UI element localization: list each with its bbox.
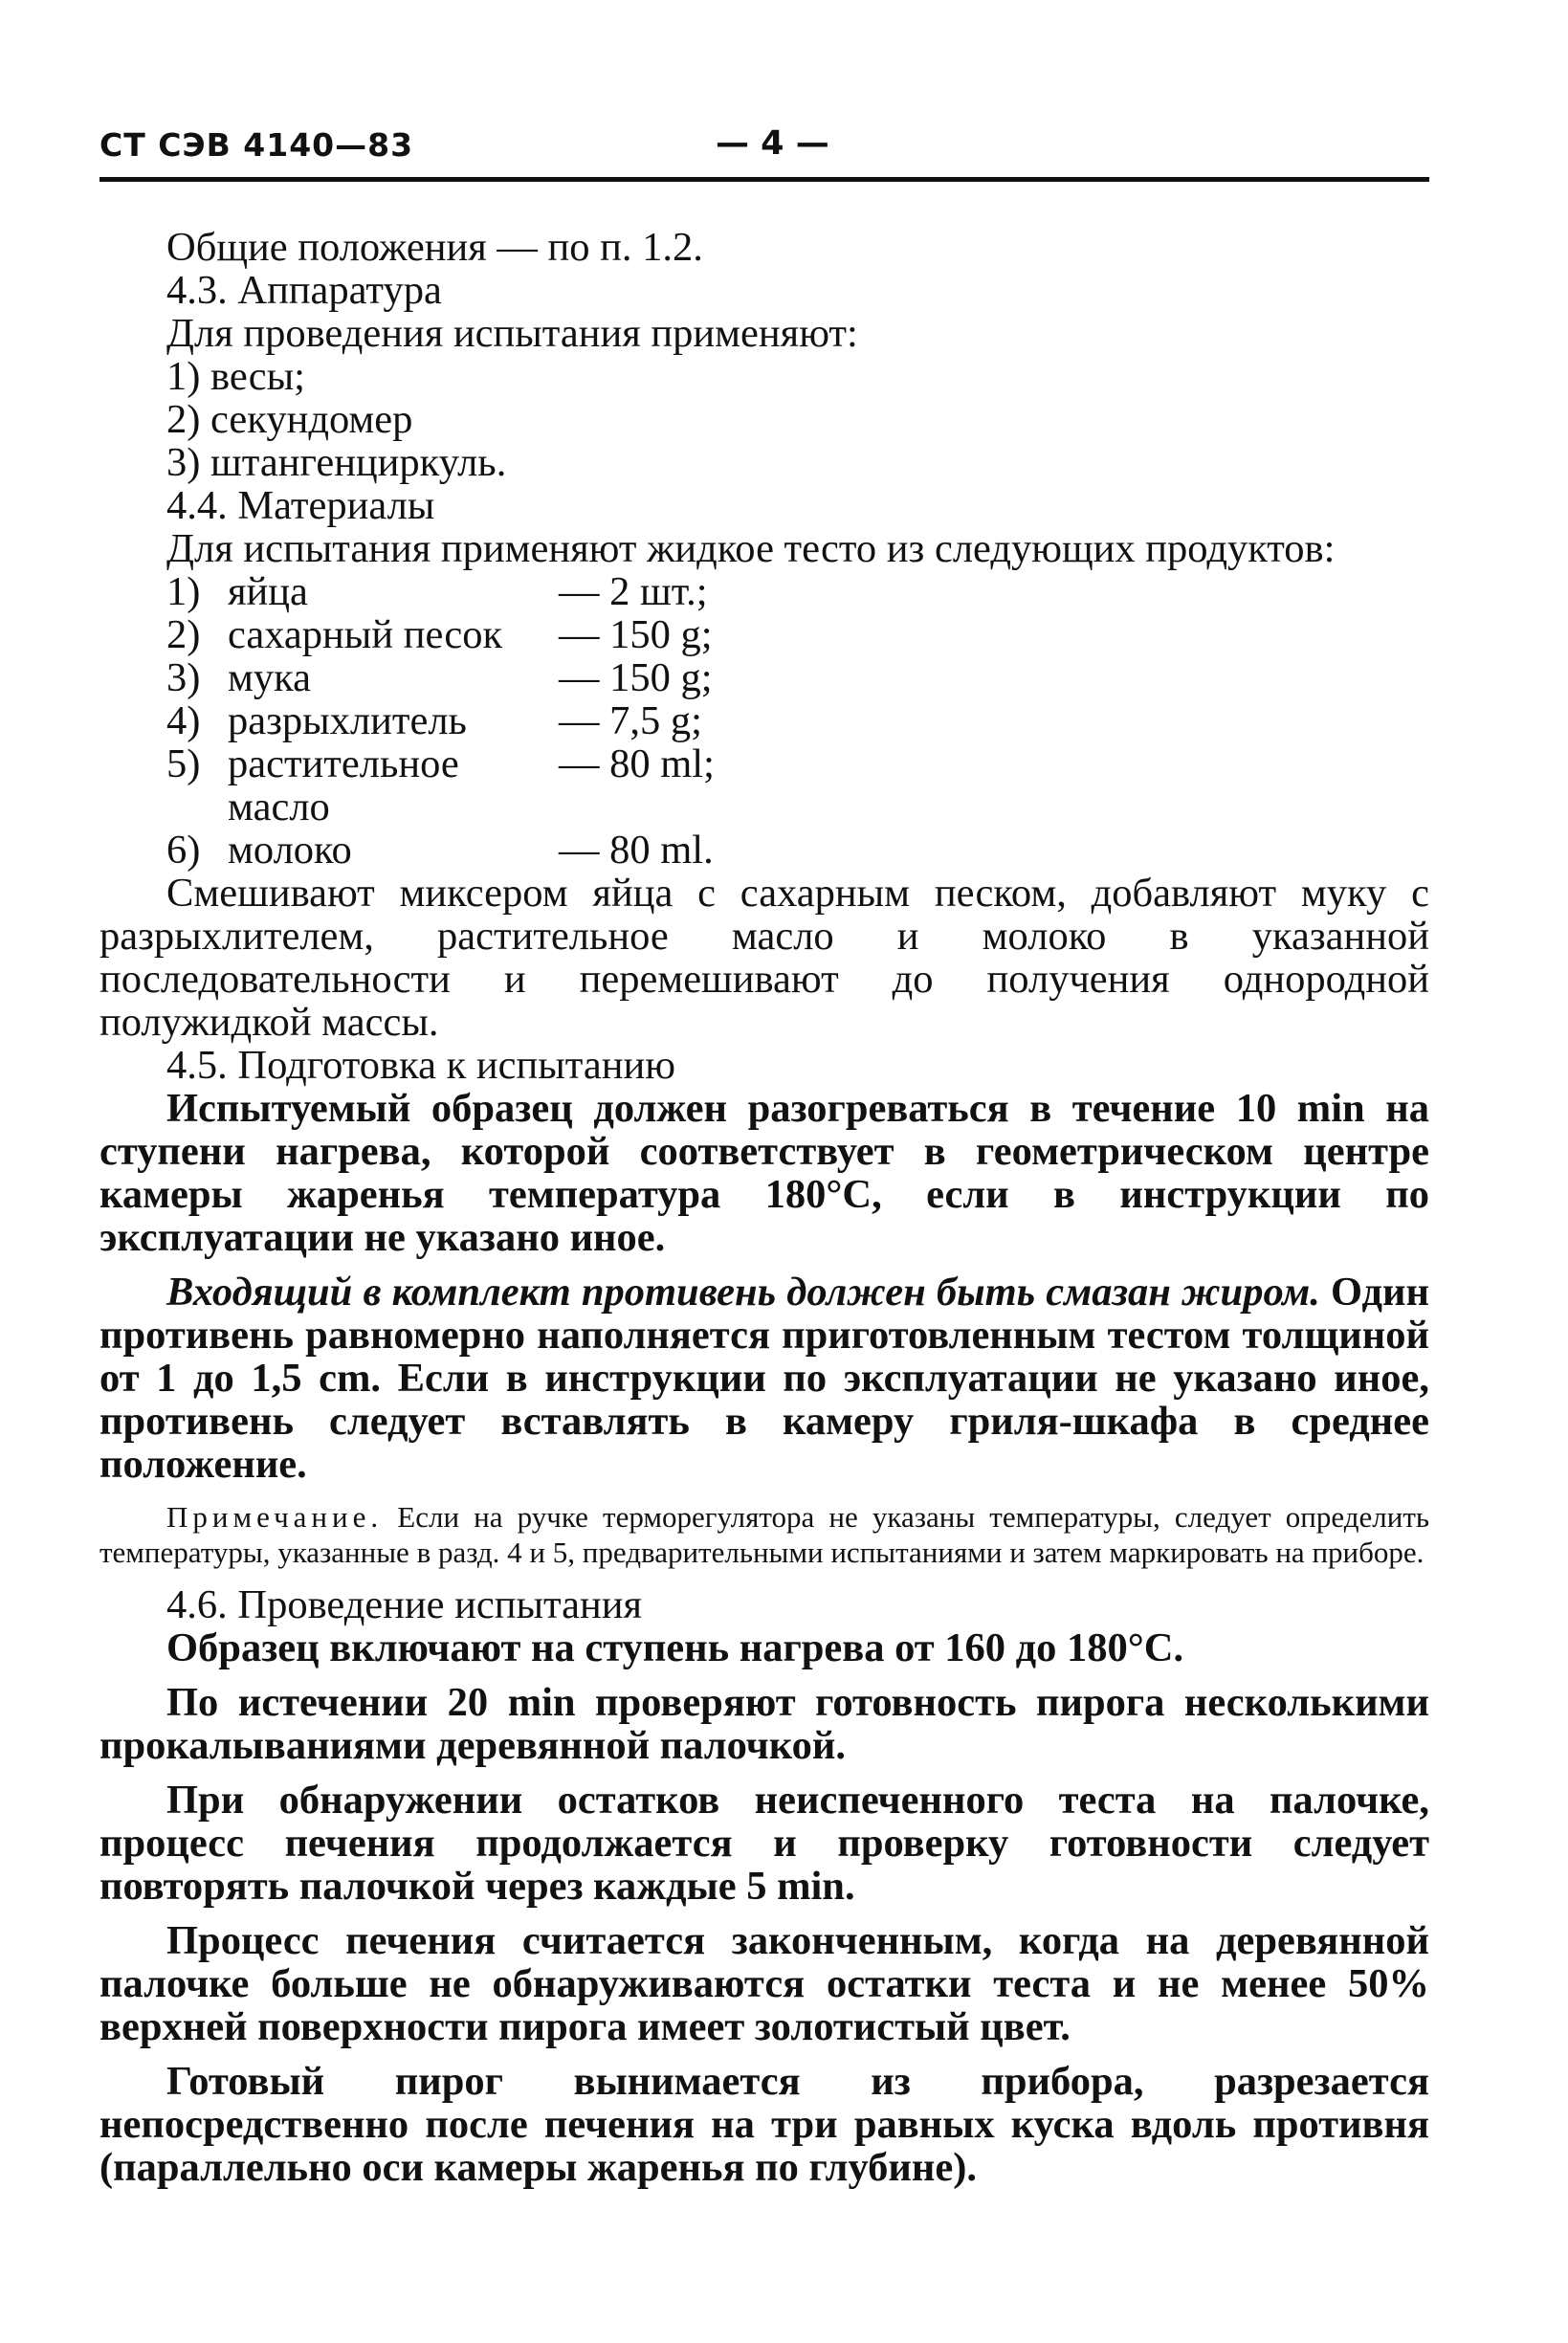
section-4-3-title: 4.3. Аппаратура	[166, 268, 442, 313]
standard-code: СТ СЭВ 4140—83	[99, 126, 414, 164]
note-lead: Примечание.	[166, 1500, 384, 1534]
ingredient-item: 2) сахарный песок — 150 g;	[166, 612, 713, 657]
testing-paragraph-5: Готовый пирог вынимается из прибора, разрезается непосредственно после печения на три равных куска вдоль противня (параллельно оси камеры жаренья по глубине).	[99, 2059, 1429, 2190]
ingredient-item: 6) молоко — 80 ml.	[166, 828, 714, 873]
section-4-4-intro: Для испытания применяют жидкое тесто из следующих продуктов:	[166, 526, 1336, 571]
ingredient-item: 3) мука — 150 g;	[166, 655, 713, 700]
testing-paragraph-2: По истечении 20 min проверяют готовность пирога несколькими прокалываниями деревянной палочкой.	[99, 1680, 1429, 1768]
ingredient-item: 4) разрыхлитель — 7,5 g;	[166, 698, 702, 743]
equipment-item: 3) штангенциркуль.	[166, 440, 507, 485]
section-4-3-intro: Для проведения испытания применяют:	[166, 311, 858, 356]
ingredient-item: 1) яйца — 2 шт.;	[166, 569, 708, 614]
general-provisions: Общие положения — по п. 1.2.	[166, 225, 703, 270]
equipment-item: 2) секундомер	[166, 397, 413, 442]
section-4-6-title: 4.6. Проведение испытания	[166, 1582, 643, 1627]
ingredient-item: 5) растительное масло — 80 ml;	[166, 741, 715, 829]
document-body	[99, 226, 1429, 2189]
testing-paragraph-3: При обнаружении остатков неиспеченного теста на палочке, процесс печения продолжается и проверку готовности следует повторять палочкой через каждые 5 min.	[99, 1778, 1429, 1909]
testing-paragraph-4: Процесс печения считается законченным, когда на деревянной палочке больше не обнаруживаются остатки теста и не менее 50% верхней поверхности пирога имеет золотистый цвет.	[99, 1918, 1429, 2049]
note-block	[99, 1499, 1429, 1570]
preparation-paragraph-2: Входящий в комплект противень должен быть смазан жиром. Один противень равномерно наполняется приготовленным тестом толщиной от 1 до 1,5 cm. Если в инструкции по эксплуатации не указано иное, противень следует вставлять в камеру гриля-шкафа в среднее положение.	[99, 1270, 1430, 1487]
note-text: Если на ручке терморегулятора не указаны температуры, следует определить температуры, указанные в разд. 4 и 5, предварительными испытаниями и затем маркировать на приборе.	[99, 1500, 1429, 1569]
ingredient-list	[99, 570, 1429, 872]
section-4-5-title: 4.5. Подготовка к испытанию	[166, 1043, 675, 1088]
header-rule	[99, 177, 1429, 182]
page-number: — 4 —	[716, 124, 829, 163]
mixing-paragraph: Смешивают миксером яйца с сахарным песком, добавляют муку с разрыхлителем, растительное масло и молоко в указанной последовательности и перемешивают до получения однородной полужидкой массы.	[99, 871, 1429, 1045]
section-4-4-title: 4.4. Материалы	[166, 483, 435, 528]
equipment-item: 1) весы;	[166, 354, 305, 399]
preparation-paragraph-1: Испытуемый образец должен разогреваться в течение 10 min на ступени нагрева, которой соответствует в геометрическом центре камеры жаренья температура 180°С, если в инструкции по эксплуатации не указано иное.	[99, 1086, 1429, 1260]
testing-paragraph-1: Образец включают на ступень нагрева от 160 до 180°С.	[166, 1625, 1184, 1670]
